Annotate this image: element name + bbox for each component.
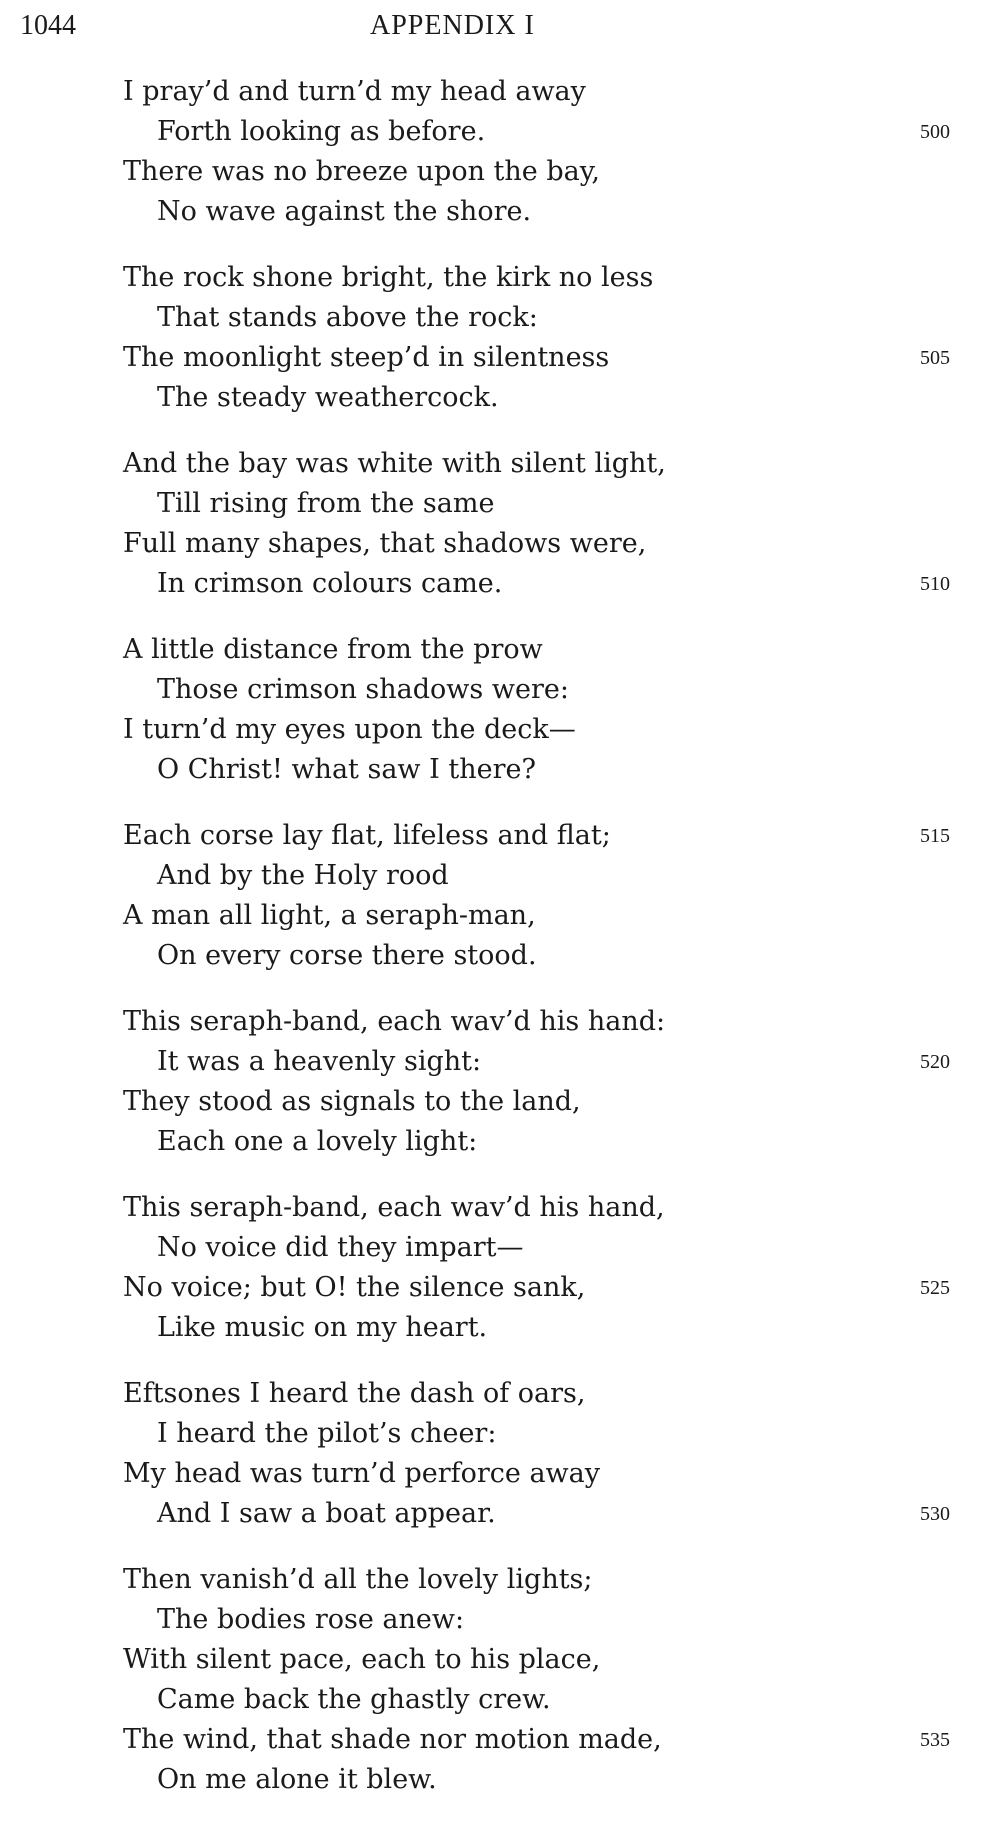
page-header (20, 6, 980, 46)
stanza (123, 1188, 963, 1348)
verse-line-text: And I saw a boat appear. (157, 1498, 496, 1529)
verse-line-text: The wind, that shade nor motion made, (123, 1724, 662, 1755)
verse-line (123, 298, 963, 338)
verse-line (123, 1680, 963, 1720)
verse-line (123, 484, 963, 524)
verse-line-text: In crimson colours came. (157, 568, 503, 599)
verse-line (123, 1188, 963, 1228)
verse-line (123, 936, 963, 976)
verse-line (123, 1228, 963, 1268)
verse-line-text: The rock shone bright, the kirk no less (123, 262, 654, 293)
verse-line-text: Came back the ghastly crew. (157, 1684, 551, 1715)
verse-line-text: And the bay was white with silent light, (123, 448, 666, 479)
verse-line (123, 710, 963, 750)
line-number: 535 (920, 1729, 950, 1751)
verse-line-text: Those crimson shadows were: (157, 674, 569, 705)
verse-line (123, 152, 963, 192)
verse-line-text: With silent pace, each to his place, (123, 1644, 601, 1675)
verse-line-text: I heard the pilot’s cheer: (157, 1418, 497, 1449)
verse-line (123, 72, 963, 112)
verse-line (123, 524, 963, 564)
verse-line (123, 1308, 963, 1348)
verse-line (123, 856, 963, 896)
line-number: 505 (920, 347, 950, 369)
line-number: 525 (920, 1277, 950, 1299)
verse-line (123, 1082, 963, 1122)
verse-line (123, 1268, 963, 1308)
stanza (123, 72, 963, 232)
verse-line-text: The steady weathercock. (157, 382, 499, 413)
verse-line-text: Then vanish’d all the lovely lights; (123, 1564, 593, 1595)
verse-line (123, 378, 963, 418)
stanza (123, 1002, 963, 1162)
verse-line-text: They stood as signals to the land, (123, 1086, 581, 1117)
verse-line (123, 1042, 963, 1082)
verse-line-text: I pray’d and turn’d my head away (123, 76, 586, 107)
verse-line-text: My head was turn’d perforce away (123, 1458, 601, 1489)
verse-line-text: Forth looking as before. (157, 116, 486, 147)
verse-line-text: On every corse there stood. (157, 940, 537, 971)
verse-line (123, 1720, 963, 1760)
stanza (123, 1560, 963, 1720)
verse-line-text: The moonlight steep’d in silentness (123, 342, 610, 373)
page-number: 1044 (20, 10, 76, 41)
verse-line (123, 1760, 963, 1800)
verse-line (123, 630, 963, 670)
verse-line (123, 112, 963, 152)
verse-line (123, 192, 963, 232)
verse-line (123, 258, 963, 298)
verse-line (123, 1494, 963, 1534)
verse-line (123, 750, 963, 790)
verse-line (123, 444, 963, 484)
verse-line (123, 1002, 963, 1042)
verse-line-text: A man all light, a seraph-man, (123, 900, 536, 931)
verse-line (123, 1560, 963, 1600)
stanza (123, 630, 963, 790)
verse-line (123, 816, 963, 856)
line-number: 520 (920, 1051, 950, 1073)
verse-line-text: O Christ! what saw I there? (157, 754, 536, 785)
stanza (123, 1720, 963, 1800)
verse-line-text: This seraph-band, each wav’d his hand, (123, 1192, 665, 1223)
line-number: 515 (920, 825, 950, 847)
verse-line (123, 1414, 963, 1454)
verse-line-text: This seraph-band, each wav’d his hand: (123, 1006, 666, 1037)
verse-line-text: And by the Holy rood (157, 860, 449, 891)
verse-line-text: There was no breeze upon the bay, (123, 156, 600, 187)
stanza (123, 816, 963, 976)
line-number: 510 (920, 573, 950, 595)
verse-line-text: The bodies rose anew: (157, 1604, 465, 1635)
verse-line-text: A little distance from the prow (123, 634, 543, 665)
verse-line-text: No wave against the shore. (157, 196, 532, 227)
stanza (123, 258, 963, 418)
verse-line (123, 1374, 963, 1414)
verse-line (123, 1600, 963, 1640)
running-head: APPENDIX I (370, 10, 535, 41)
verse-line-text: Till rising from the same (157, 488, 495, 519)
verse-line-text: I turn’d my eyes upon the deck— (123, 714, 576, 745)
verse-line-text: Full many shapes, that shadows were, (123, 528, 647, 559)
stanza (123, 1374, 963, 1534)
verse-line (123, 896, 963, 936)
verse-line-text: Each corse lay flat, lifeless and flat; (123, 820, 611, 851)
verse-line-text: Eftsones I heard the dash of oars, (123, 1378, 586, 1409)
poem-body (123, 72, 963, 1800)
verse-line (123, 670, 963, 710)
verse-line-text: On me alone it blew. (157, 1764, 437, 1795)
verse-line (123, 1122, 963, 1162)
verse-line-text: That stands above the rock: (157, 302, 538, 333)
verse-line (123, 564, 963, 604)
stanza (123, 444, 963, 604)
verse-line (123, 338, 963, 378)
verse-line-text: No voice; but O! the silence sank, (123, 1272, 586, 1303)
verse-line (123, 1454, 963, 1494)
verse-line (123, 1640, 963, 1680)
verse-line-text: Each one a lovely light: (157, 1126, 478, 1157)
verse-line-text: It was a heavenly sight: (157, 1046, 482, 1077)
line-number: 500 (920, 121, 950, 143)
verse-line-text: No voice did they impart— (157, 1232, 524, 1263)
line-number: 530 (920, 1503, 950, 1525)
verse-line-text: Like music on my heart. (157, 1312, 488, 1343)
